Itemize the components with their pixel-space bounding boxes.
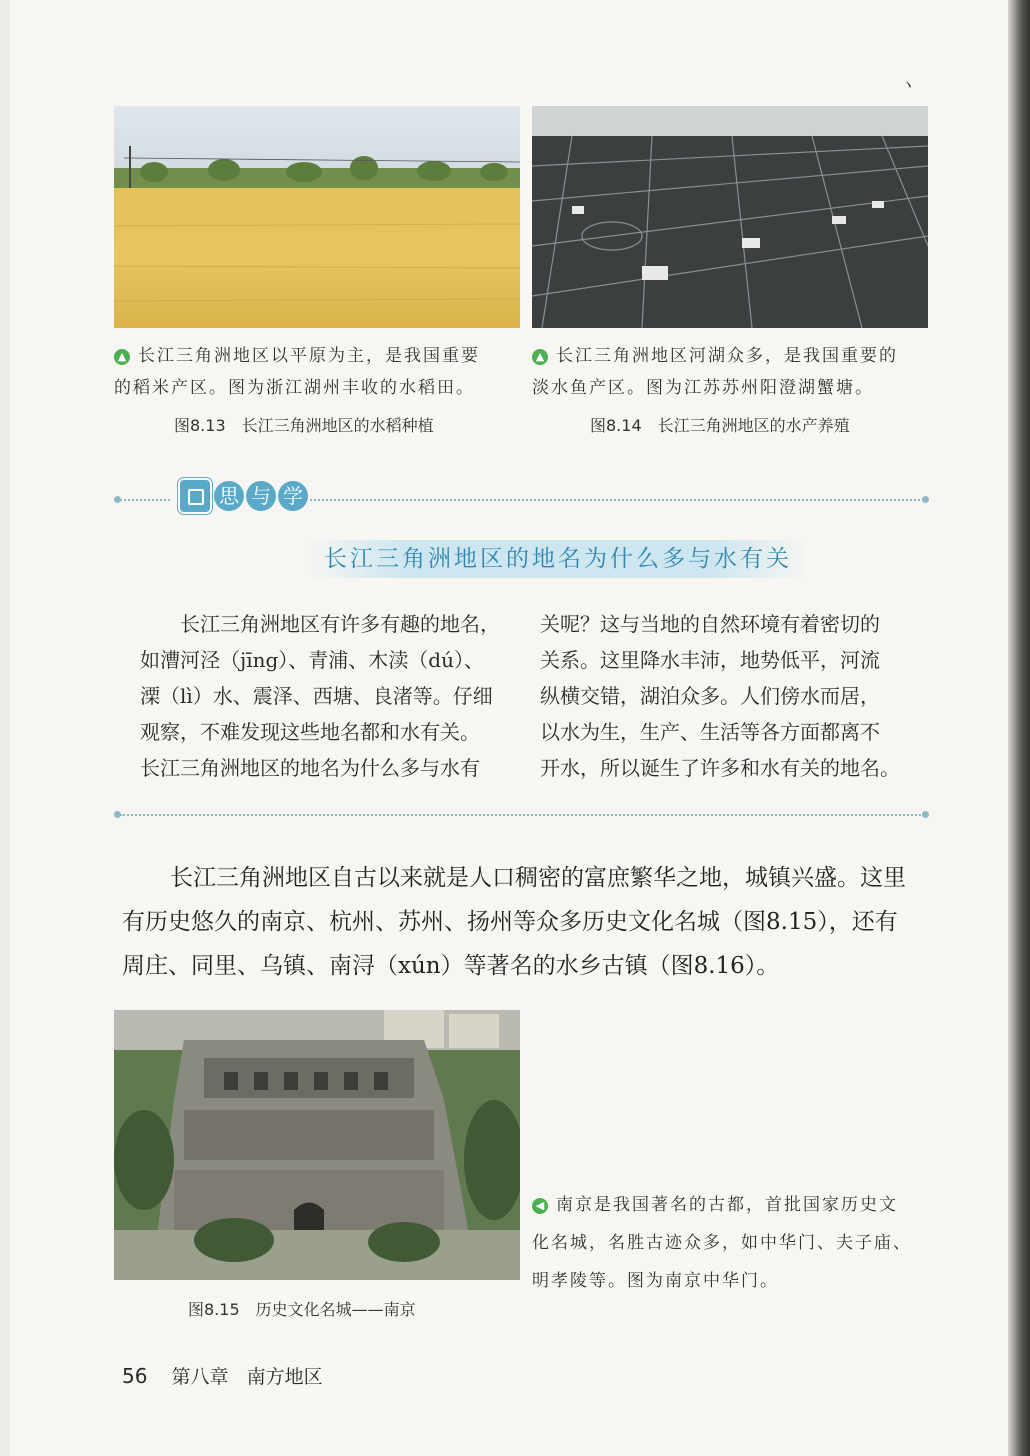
fig13-caption-line2: 的稻米产区。图为浙江湖州丰收的水稻田。 [114, 378, 475, 398]
section-label: 南方地区 [246, 1366, 323, 1388]
fig14-caption-line2: 淡水鱼产区。图为江苏苏州阳澄湖蟹塘。 [532, 378, 874, 398]
text-line: 溧（lì）水、震泽、西塘、良渚等。仔细 [140, 684, 493, 708]
fig13-caption-line1: 长江三角洲地区以平原为主，是我国重要 [138, 346, 480, 366]
dotline-end-dot [922, 496, 929, 503]
badge-char: 学 [278, 481, 308, 511]
dotted-divider [120, 499, 170, 501]
dotline-end-dot [922, 811, 929, 818]
fig14-label: 图8.14 长江三角洲地区的水产养殖 [590, 416, 850, 435]
badge-char: 思 [214, 481, 244, 511]
zhonghua-gate-photo [114, 1010, 520, 1280]
fig14-caption [532, 340, 942, 404]
up-arrow-icon: ▲ [532, 349, 548, 365]
text-line: 有历史悠久的南京、杭州、苏州、扬州等众多历史文化名城（图8.15），还有 [122, 909, 898, 935]
page-footer [122, 1362, 323, 1389]
text-line: 长江三角洲地区的地名为什么多与水有 [140, 756, 480, 780]
text-line: 长江三角洲地区自古以来就是人口稠密的富庶繁华之地，城镇兴盛。这里 [170, 865, 906, 891]
textbook-page [10, 0, 1020, 1456]
text-line: 观察，不难发现这些地名都和水有关。 [140, 720, 480, 744]
text-line: 如漕河泾（jīng）、青浦、木渎（dú）、 [140, 648, 484, 672]
fig15-label: 图8.15 历史文化名城——南京 [188, 1300, 416, 1319]
fig13-caption [114, 340, 524, 404]
dotted-divider [310, 499, 924, 501]
left-arrow-icon: ◀ [532, 1198, 548, 1214]
book-binding [1008, 0, 1030, 1456]
up-arrow-icon: ▲ [114, 349, 130, 365]
page-number: 56 [122, 1364, 148, 1388]
text-line: 长江三角洲地区有许多有趣的地名， [140, 612, 500, 636]
think-right-column [540, 606, 920, 786]
text-line: 纵横交错，湖泊众多。人们傍水而居， [540, 684, 880, 708]
text-line: 周庄、同里、乌镇、南浔（xún）等著名的水乡古镇（图8.16）。 [122, 953, 780, 979]
fig15-caption-line3: 明孝陵等。图为南京中华门。 [532, 1271, 779, 1291]
rice-field-photo [114, 106, 520, 328]
book-icon [178, 478, 212, 514]
text-line: 关系。这里降水丰沛，地势低平，河流 [540, 648, 880, 672]
dotted-divider [120, 814, 924, 816]
chapter-label: 第八章 [171, 1366, 229, 1388]
main-paragraph [122, 856, 942, 988]
think-learn-badge [178, 478, 308, 514]
text-line: 关呢？这与当地的自然环境有着密切的 [540, 612, 880, 636]
fig13-label: 图8.13 长江三角洲地区的水稻种植 [174, 416, 434, 435]
corner-mark: ヽ [900, 75, 917, 94]
fig14-caption-line1: 长江三角洲地区河湖众多，是我国重要的 [556, 346, 898, 366]
fig15-caption-line2: 化名城，名胜古迹众多，如中华门、夫子庙、 [532, 1233, 912, 1253]
fig15-caption [532, 1186, 952, 1300]
text-line: 以水为生，生产、生活等各方面都离不 [540, 720, 880, 744]
think-title: 长江三角洲地区的地名为什么多与水有关 [306, 540, 810, 578]
badge-char: 与 [246, 481, 276, 511]
text-line: 开水，所以诞生了许多和水有关的地名。 [540, 756, 900, 780]
crab-pond-photo [532, 106, 928, 328]
fig15-caption-line1: 南京是我国著名的古都，首批国家历史文 [556, 1195, 898, 1215]
